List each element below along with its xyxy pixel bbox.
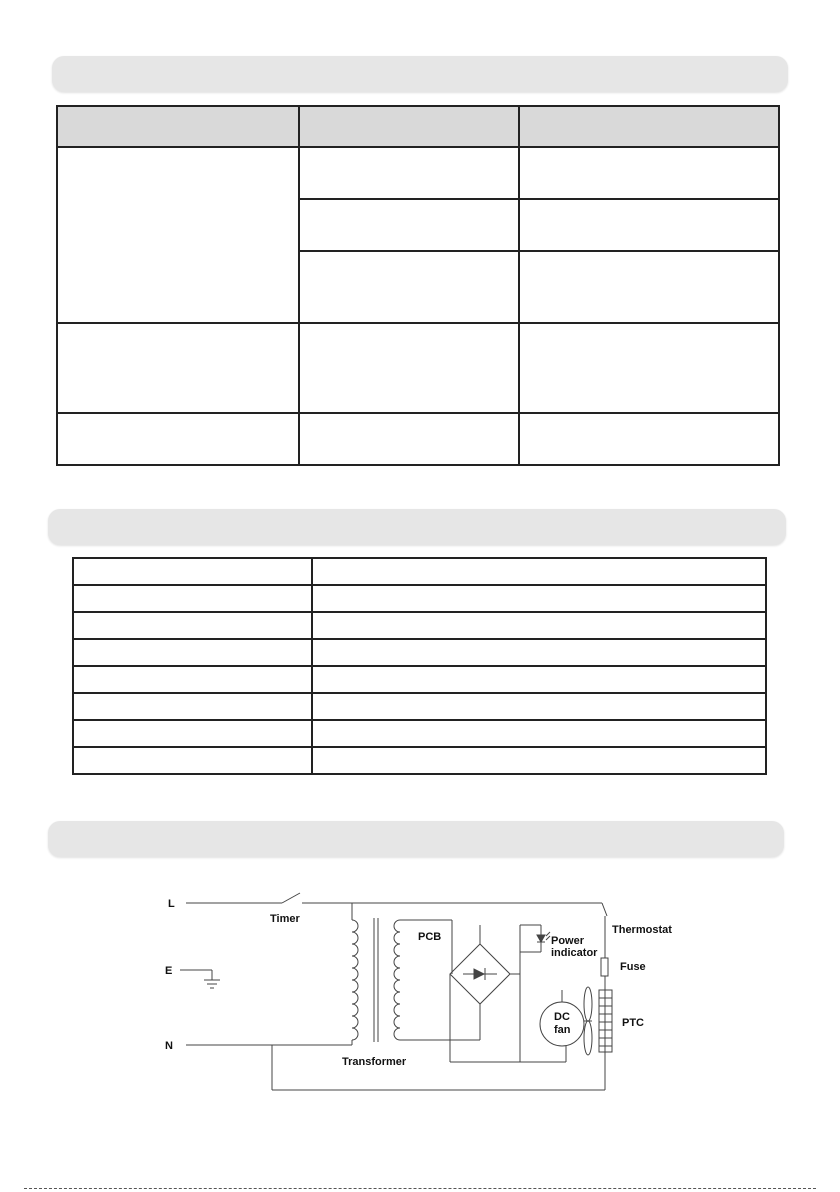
label-e: E [165,965,173,977]
label-indicator: indicator [551,947,598,959]
fan-blade-icon [584,1021,592,1055]
transformer-secondary-coil-icon [394,920,400,1040]
label-n: N [165,1040,173,1052]
label-ptc: PTC [622,1017,644,1029]
transformer-primary-coil-icon [352,920,358,1040]
page-bottom-divider [24,1188,816,1190]
label-timer: Timer [270,913,300,925]
label-thermostat: Thermostat [612,924,672,936]
ground-icon [204,980,220,988]
label-fan: fan [554,1024,571,1036]
label-pcb: PCB [418,931,442,943]
label-fuse: Fuse [620,961,646,973]
power-indicator-led-icon [537,932,550,942]
fuse-icon [601,958,608,976]
label-dc: DC [554,1011,570,1023]
timer-switch-icon [282,893,300,903]
label-power: Power [551,935,585,947]
fan-blade-icon [584,987,592,1021]
label-l: L [168,898,175,910]
thermostat-switch-icon [602,903,607,916]
label-transformer: Transformer [342,1056,407,1068]
